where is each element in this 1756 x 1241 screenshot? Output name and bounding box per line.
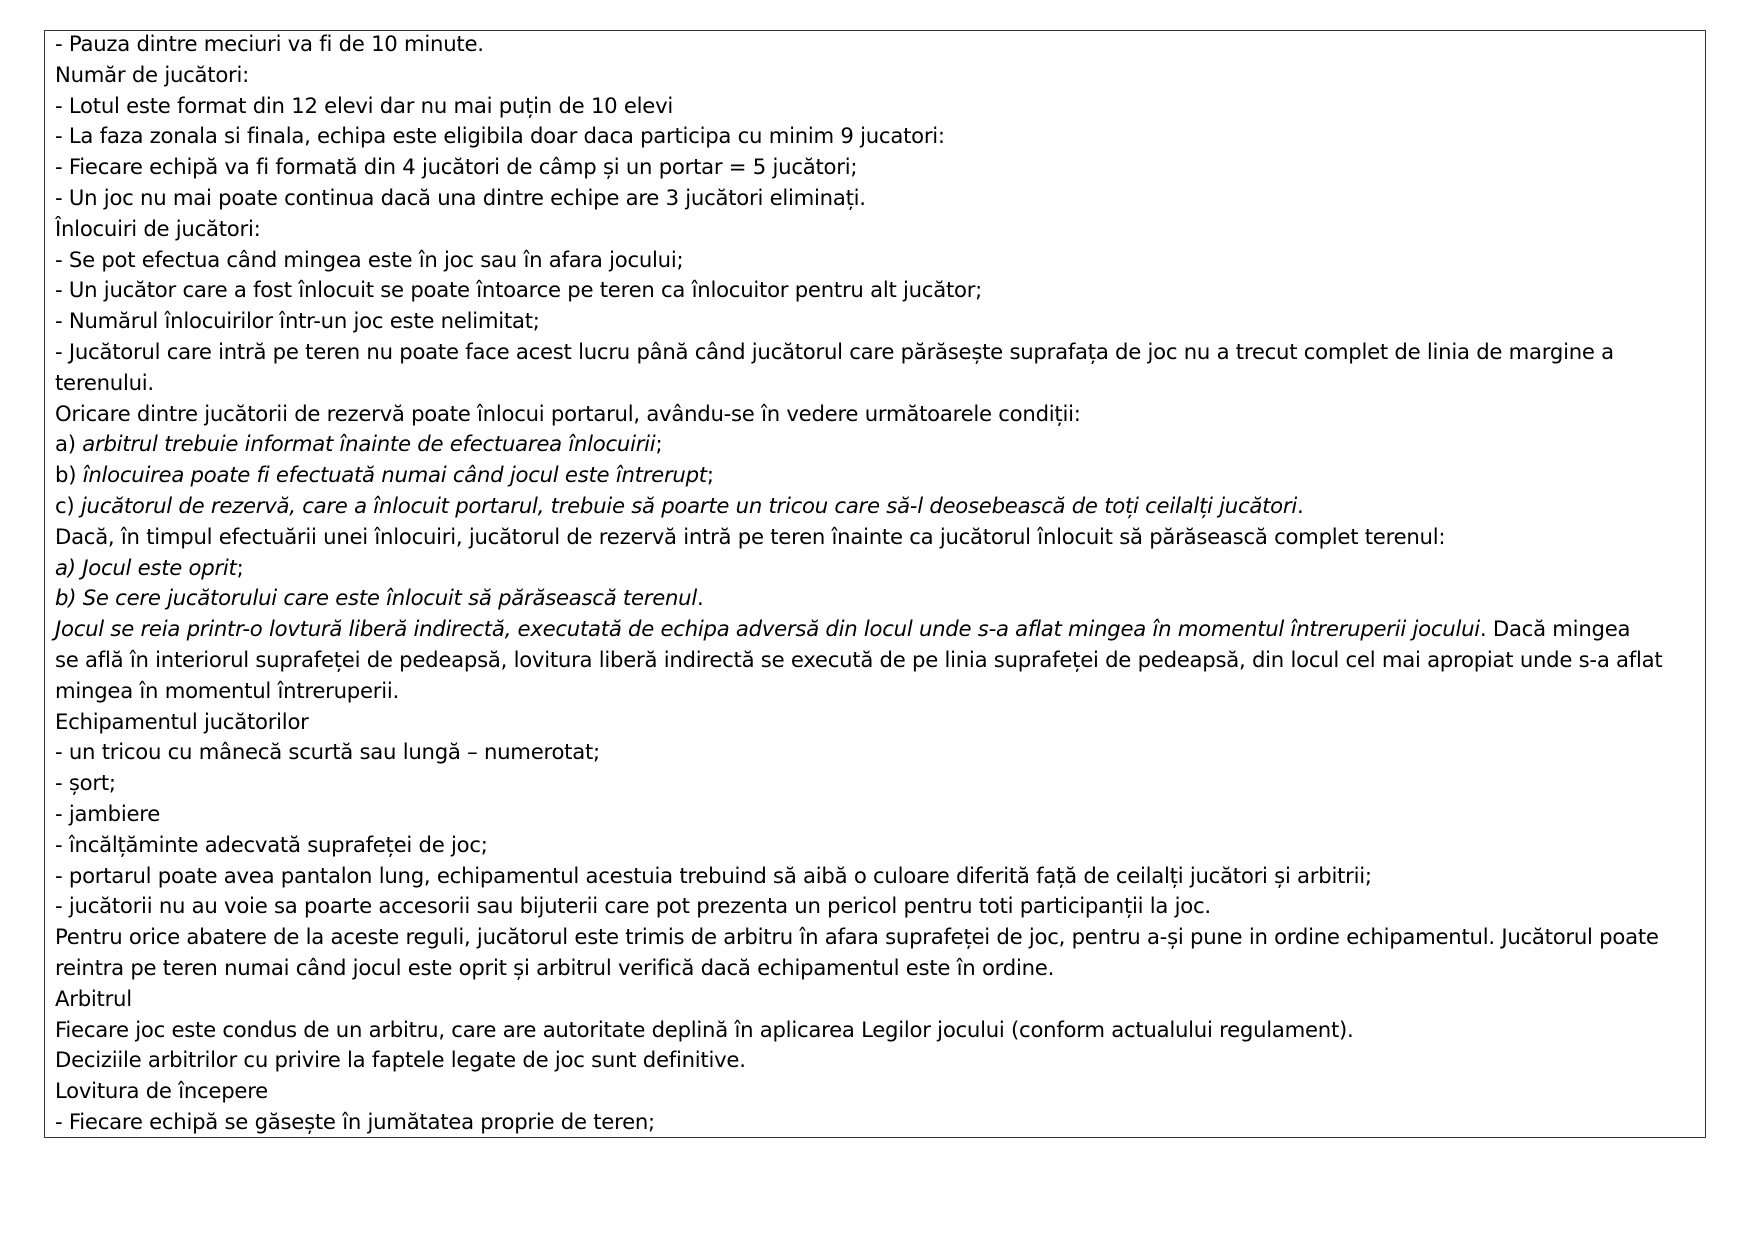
- text-line: - șort;: [55, 770, 116, 796]
- text-line: mingea în momentul întreruperii.: [55, 677, 400, 703]
- condition-line: [55, 429, 1695, 460]
- text-line: Oricare dintre jucătorii de rezervă poate înlocui portarul, avându-se în vedere următoarele condiții:: [55, 400, 1081, 426]
- condition-line: [55, 460, 1695, 491]
- text-line: - Numărul înlocuirilor într-un joc este nelimitat;: [55, 308, 540, 334]
- text-line: - încălțăminte adecvată suprafeței de joc;: [55, 831, 488, 857]
- condition-prefix: c): [55, 492, 81, 518]
- condition-italic: b) Se cere jucătorului care este înlocuit să părăsească terenul: [55, 585, 697, 611]
- condition-italic: arbitrul trebuie informat înainte de efectuarea înlocuirii: [82, 431, 656, 457]
- condition-line: [55, 553, 1695, 584]
- condition-suffix: ;: [236, 554, 244, 580]
- text-line: - La faza zonala si finala, echipa este eligibila doar daca participa cu minim 9 jucatori:: [55, 123, 945, 149]
- condition-line: [55, 583, 1695, 614]
- text-line: - jucătorii nu au voie sa poarte accesorii sau bijuterii care pot prezenta un pericol pentru toti participanții la joc.: [55, 893, 1211, 919]
- condition-italic: a) Jocul este oprit: [55, 554, 237, 580]
- section-heading: Arbitrul: [55, 985, 132, 1011]
- condition-prefix: a): [55, 431, 83, 457]
- text-line: - Fiecare echipă va fi formată din 4 jucători de câmp și un portar = 5 jucători;: [55, 154, 858, 180]
- text-line: - Un jucător care a fost înlocuit se poate întoarce pe teren ca înlocuitor pentru alt jucător;: [55, 277, 983, 303]
- text-line: - Jucătorul care intră pe teren nu poate face acest lucru până când jucătorul care părăsește suprafața de joc nu a trecut complet de linia de margine a: [55, 338, 1614, 364]
- section-heading: Număr de jucători:: [55, 61, 250, 87]
- section-heading: Înlocuiri de jucători:: [55, 215, 261, 241]
- text-line: - Fiecare echipă se găsește în jumătatea proprie de teren;: [55, 1108, 655, 1134]
- text-line: - Lotul este format din 12 elevi dar nu mai puțin de 10 elevi: [55, 92, 674, 118]
- section-heading: Echipamentul jucătorilor: [55, 708, 309, 734]
- text-line: Fiecare joc este condus de un arbitru, care are autoritate deplină în aplicarea Legilor jocului (conform actualului regulament).: [55, 1016, 1354, 1042]
- text-line: terenului.: [55, 369, 154, 395]
- text-line: reintra pe teren numai când jocul este oprit și arbitrul verifică dacă echipamentul este în ordine.: [55, 954, 1055, 980]
- condition-suffix: .: [1296, 492, 1304, 518]
- condition-italic: jucătorul de rezervă, care a înlocuit portarul, trebuie să poarte un tricou care să-l deosebească de toți ceilalți jucători: [80, 492, 1297, 518]
- line-suffix: . Dacă mingea: [1479, 616, 1631, 642]
- text-line: - Pauza dintre meciuri va fi de 10 minute.: [55, 31, 484, 56]
- text-line: - Un joc nu mai poate continua dacă una dintre echipe are 3 jucători eliminați.: [55, 184, 866, 210]
- mixed-line: [55, 614, 1695, 645]
- condition-suffix: ;: [655, 431, 663, 457]
- text-line: Pentru orice abatere de la aceste reguli, jucătorul este trimis de arbitru în afara suprafeței de joc, pentru a-și pune in ordine echipamentul. Jucătorul poate: [55, 924, 1659, 950]
- condition-suffix: ;: [706, 462, 714, 488]
- condition-prefix: b): [55, 462, 83, 488]
- text-line: Dacă, în timpul efectuării unei înlocuiri, jucătorul de rezervă intră pe teren înainte ca jucătorul înlocuit să părăsească complet terenul:: [55, 523, 1446, 549]
- condition-suffix: .: [697, 585, 704, 611]
- text-line: Deciziile arbitrilor cu privire la faptele legate de joc sunt definitive.: [55, 1047, 746, 1073]
- text-line: - jambiere: [55, 800, 161, 826]
- text-line: - Se pot efectua când mingea este în joc sau în afara jocului;: [55, 246, 684, 272]
- text-line: se află în interiorul suprafeței de pedeapsă, lovitura liberă indirectă se execută de pe linia suprafeței de pedeapsă, din locul cel mai apropiat unde s-a aflat: [55, 646, 1663, 672]
- condition-italic: înlocuirea poate fi efectuată numai când jocul este întrerupt: [82, 462, 707, 488]
- document-text-box: [44, 30, 1706, 1138]
- text-line: - un tricou cu mânecă scurtă sau lungă – numerotat;: [55, 739, 600, 765]
- text-line: - portarul poate avea pantalon lung, echipamentul acestuia trebuind să aibă o culoare diferită față de ceilalți jucători și arbitrii;: [55, 862, 1372, 888]
- condition-line: [55, 491, 1695, 522]
- section-heading: Lovitura de începere: [55, 1078, 268, 1104]
- italic-sentence: Jocul se reia printr-o lovtură liberă indirectă, executată de echipa adversă din locul unde s-a aflat mingea în momentul întreruperii jocului: [55, 616, 1480, 642]
